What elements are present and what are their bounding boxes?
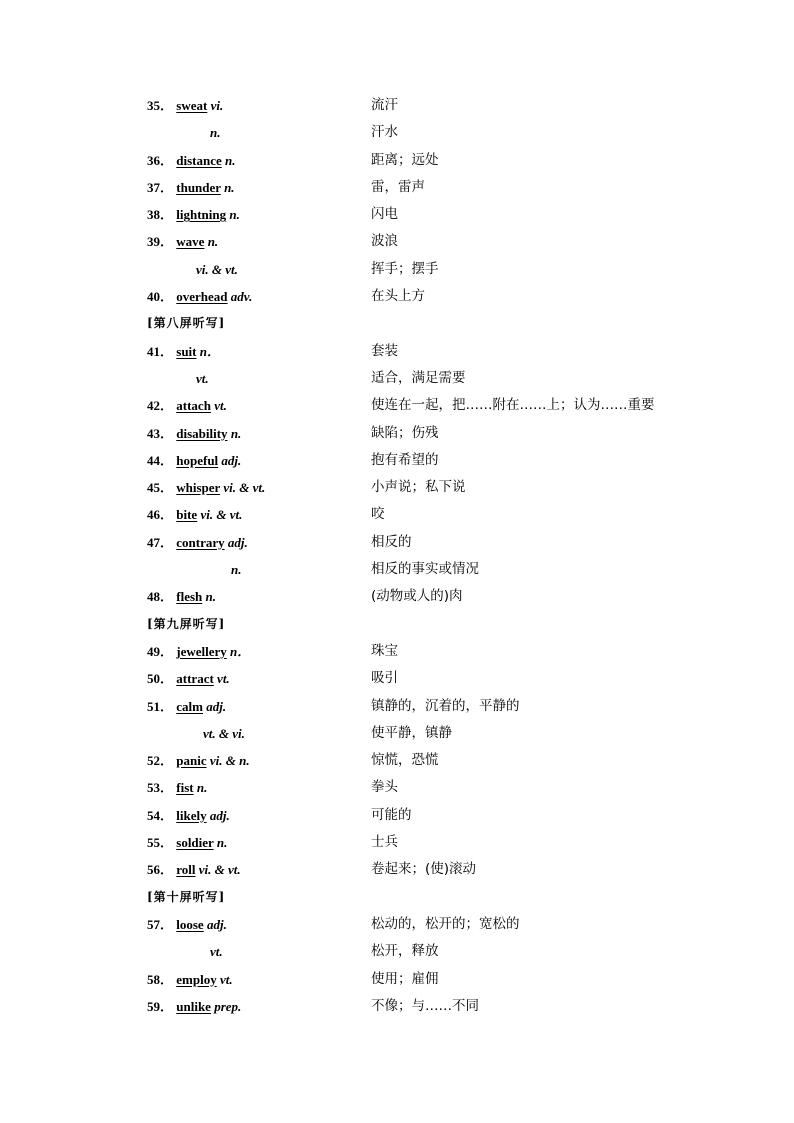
part-of-speech: vi. — [210, 98, 224, 113]
entry-number: 51． — [147, 698, 174, 714]
entry-number: 45． — [147, 480, 174, 496]
chinese-meaning: 缺陷；伤残 — [371, 424, 439, 441]
chinese-meaning: 流汗 — [371, 97, 398, 113]
vocab-row — [0, 829, 794, 856]
part-of-speech: vt. — [217, 671, 230, 687]
vocab-sub-term — [196, 256, 238, 283]
entry-number: 39． — [147, 234, 174, 250]
vocab-row — [0, 228, 794, 255]
vocab-row — [0, 720, 794, 747]
chinese-meaning: 波浪 — [371, 233, 398, 250]
section-header-row — [0, 611, 794, 638]
vocab-word: lightning — [176, 207, 227, 223]
vocab-word: panic — [176, 753, 207, 769]
vocab-row — [0, 447, 794, 474]
entry-number: 43． — [147, 425, 174, 441]
part-of-speech: n. — [229, 207, 240, 223]
vocab-term — [147, 638, 250, 665]
entry-number: 41． — [147, 343, 174, 359]
part-of-speech: n. — [196, 780, 208, 796]
vocab-term — [147, 201, 240, 228]
chinese-meaning: 珠宝 — [371, 642, 398, 659]
vocab-word: attach — [176, 398, 211, 414]
part-of-speech: n． — [230, 643, 251, 659]
vocab-row — [0, 747, 794, 774]
part-of-speech: adj. — [209, 807, 230, 823]
vocab-row — [0, 583, 794, 610]
vocab-sub-term — [210, 938, 223, 965]
part-of-speech: n. — [205, 589, 216, 605]
vocab-term — [147, 283, 252, 310]
chinese-meaning: 相反的事实或情况 — [371, 561, 479, 578]
vocab-term — [147, 447, 241, 474]
vocab-word: disability — [176, 425, 228, 441]
part-of-speech: n. — [230, 425, 242, 441]
part-of-speech: n. — [231, 562, 242, 578]
chinese-meaning: 挥手；摆手 — [371, 260, 439, 277]
entry-number: 59． — [147, 998, 174, 1014]
entry-number: 36． — [147, 152, 174, 168]
vocab-term — [147, 147, 236, 174]
entry-number: 40． — [147, 289, 174, 305]
part-of-speech: vi. & vt. — [200, 507, 243, 523]
chinese-meaning: 适合，满足需要 — [371, 369, 466, 386]
vocab-word: bite — [176, 507, 198, 523]
entry-number: 49． — [147, 643, 174, 659]
vocab-term — [147, 802, 230, 829]
part-of-speech: vt. — [219, 971, 233, 987]
vocab-term — [147, 966, 233, 993]
part-of-speech: n． — [199, 343, 220, 359]
vocab-word: unlike — [176, 998, 211, 1014]
part-of-speech: vi. & vt. — [223, 480, 266, 496]
part-of-speech: n. — [225, 152, 236, 168]
vocab-sub-term — [196, 365, 209, 392]
chinese-meaning: 使平静，镇静 — [371, 724, 452, 741]
chinese-meaning: 松动的，松开的；宽松的 — [371, 915, 520, 932]
entry-number: 54． — [147, 807, 174, 823]
vocab-row — [0, 774, 794, 801]
vocab-word: hopeful — [176, 452, 219, 468]
part-of-speech: adv. — [230, 289, 253, 305]
chinese-meaning: 在头上方 — [371, 288, 425, 305]
chinese-meaning: 镇静的，沉着的，平静的 — [371, 697, 520, 714]
vocab-row — [0, 993, 794, 1020]
chinese-meaning: 闪电 — [371, 206, 398, 223]
vocab-row — [0, 365, 794, 392]
entry-number: 53． — [147, 780, 174, 796]
vocab-term — [147, 338, 220, 365]
vocab-term — [147, 747, 250, 774]
part-of-speech: n. — [216, 835, 228, 851]
part-of-speech: vt. — [210, 944, 223, 960]
chinese-meaning: 相反的 — [371, 533, 412, 550]
vocab-word: sweat — [176, 98, 208, 113]
entry-number: 50． — [147, 671, 174, 687]
part-of-speech: adj. — [206, 698, 227, 714]
entry-number: 44． — [147, 452, 174, 468]
part-of-speech: n. — [210, 125, 221, 141]
vocab-term — [147, 911, 227, 938]
vocabulary-list — [0, 92, 794, 1020]
entry-number: 46． — [147, 507, 174, 523]
entry-number: 35． — [147, 98, 174, 113]
part-of-speech: adj. — [206, 916, 227, 932]
part-of-speech: vi. & vt. — [196, 261, 238, 277]
vocab-term — [147, 174, 235, 201]
vocab-term — [147, 420, 241, 447]
vocab-word: suit — [176, 343, 197, 359]
vocab-word: flesh — [176, 589, 203, 605]
vocab-term — [147, 474, 265, 501]
part-of-speech: vi. & n. — [209, 753, 250, 769]
vocab-term — [147, 856, 241, 883]
vocab-row — [0, 856, 794, 883]
vocab-term — [147, 92, 223, 119]
vocab-row — [0, 420, 794, 447]
vocab-row — [0, 693, 794, 720]
section-label: [第十屏听写] — [147, 889, 226, 904]
vocab-sub-term — [210, 119, 220, 146]
vocab-row — [0, 802, 794, 829]
vocab-sub-term — [231, 556, 241, 583]
part-of-speech: n. — [224, 179, 235, 195]
vocab-row — [0, 638, 794, 665]
chinese-meaning: 使连在一起，把……附在……上；认为……重要 — [371, 397, 655, 414]
vocab-word: contrary — [176, 534, 225, 550]
entry-number: 37． — [147, 179, 174, 195]
section-header-row — [0, 884, 794, 911]
vocab-row — [0, 938, 794, 965]
vocab-row — [0, 147, 794, 174]
vocab-row — [0, 92, 794, 119]
vocab-row — [0, 911, 794, 938]
chinese-meaning: 使用；雇佣 — [371, 970, 439, 987]
vocab-row — [0, 556, 794, 583]
vocab-word: distance — [176, 152, 222, 168]
vocab-term — [147, 392, 227, 419]
vocab-word: calm — [176, 698, 203, 714]
chinese-meaning: (动物或人的)肉 — [371, 588, 463, 605]
vocab-row — [0, 338, 794, 365]
vocab-term — [147, 529, 248, 556]
entry-number: 47． — [147, 534, 174, 550]
chinese-meaning: 咬 — [371, 506, 385, 523]
chinese-meaning: 不像；与……不同 — [371, 997, 479, 1014]
chinese-meaning: 吸引 — [371, 670, 398, 687]
chinese-meaning: 雷，雷声 — [371, 178, 425, 195]
vocab-row — [0, 966, 794, 993]
chinese-meaning: 卷起来；(使)滚动 — [371, 861, 477, 878]
chinese-meaning: 可能的 — [371, 806, 412, 823]
section-label: [第八屏听写] — [147, 316, 226, 331]
vocab-term — [147, 693, 226, 720]
entry-number: 38． — [147, 207, 174, 223]
part-of-speech: adj. — [221, 452, 242, 468]
part-of-speech: n. — [207, 234, 219, 250]
vocab-word: fist — [176, 780, 194, 796]
part-of-speech: adj. — [227, 534, 248, 550]
vocab-row — [0, 119, 794, 146]
vocab-word: overhead — [176, 289, 228, 305]
vocab-row — [0, 501, 794, 528]
entry-number: 48． — [147, 589, 174, 605]
entry-number: 56． — [147, 862, 174, 878]
vocab-term — [147, 993, 241, 1020]
chinese-meaning: 小声说；私下说 — [371, 479, 466, 496]
vocab-row — [0, 665, 794, 692]
vocab-row — [0, 283, 794, 310]
vocab-sub-term — [203, 720, 245, 747]
vocab-word: jewellery — [176, 643, 227, 659]
section-header-row — [0, 310, 794, 337]
entry-number: 55． — [147, 835, 174, 851]
vocab-row — [0, 474, 794, 501]
vocab-term — [147, 228, 218, 255]
vocab-row — [0, 256, 794, 283]
chinese-meaning: 士兵 — [371, 834, 398, 851]
vocab-word: roll — [176, 862, 196, 878]
vocab-term — [147, 829, 227, 856]
vocab-word: likely — [176, 807, 207, 823]
vocab-row — [0, 174, 794, 201]
vocab-term — [147, 774, 207, 801]
part-of-speech: vi. & vt. — [198, 862, 241, 878]
part-of-speech: vt. — [196, 370, 209, 386]
vocab-row — [0, 529, 794, 556]
vocab-term — [147, 583, 216, 610]
chinese-meaning: 汗水 — [371, 124, 398, 141]
vocab-word: loose — [176, 916, 204, 932]
vocab-word: whisper — [176, 480, 221, 496]
chinese-meaning: 惊慌，恐慌 — [371, 752, 439, 769]
vocab-row — [0, 392, 794, 419]
vocab-row — [0, 201, 794, 228]
vocab-term — [147, 665, 230, 692]
vocab-word: wave — [176, 234, 205, 250]
chinese-meaning: 套装 — [371, 342, 398, 359]
part-of-speech: vt. — [214, 398, 227, 414]
vocab-term — [147, 501, 242, 528]
entry-number: 58． — [147, 971, 174, 987]
vocab-word: attract — [176, 671, 214, 687]
chinese-meaning: 距离；远处 — [371, 151, 439, 168]
chinese-meaning: 抱有希望的 — [371, 451, 439, 468]
section-label: [第九屏听写] — [147, 616, 226, 631]
chinese-meaning: 松开，释放 — [371, 943, 439, 960]
vocab-word: employ — [176, 971, 217, 987]
vocab-word: thunder — [176, 179, 221, 195]
entry-number: 42． — [147, 398, 174, 414]
part-of-speech: vt. & vi. — [203, 725, 245, 741]
entry-number: 57． — [147, 916, 174, 932]
part-of-speech: prep. — [214, 998, 242, 1014]
vocab-word: soldier — [176, 835, 214, 851]
chinese-meaning: 拳头 — [371, 779, 398, 796]
entry-number: 52． — [147, 753, 174, 769]
